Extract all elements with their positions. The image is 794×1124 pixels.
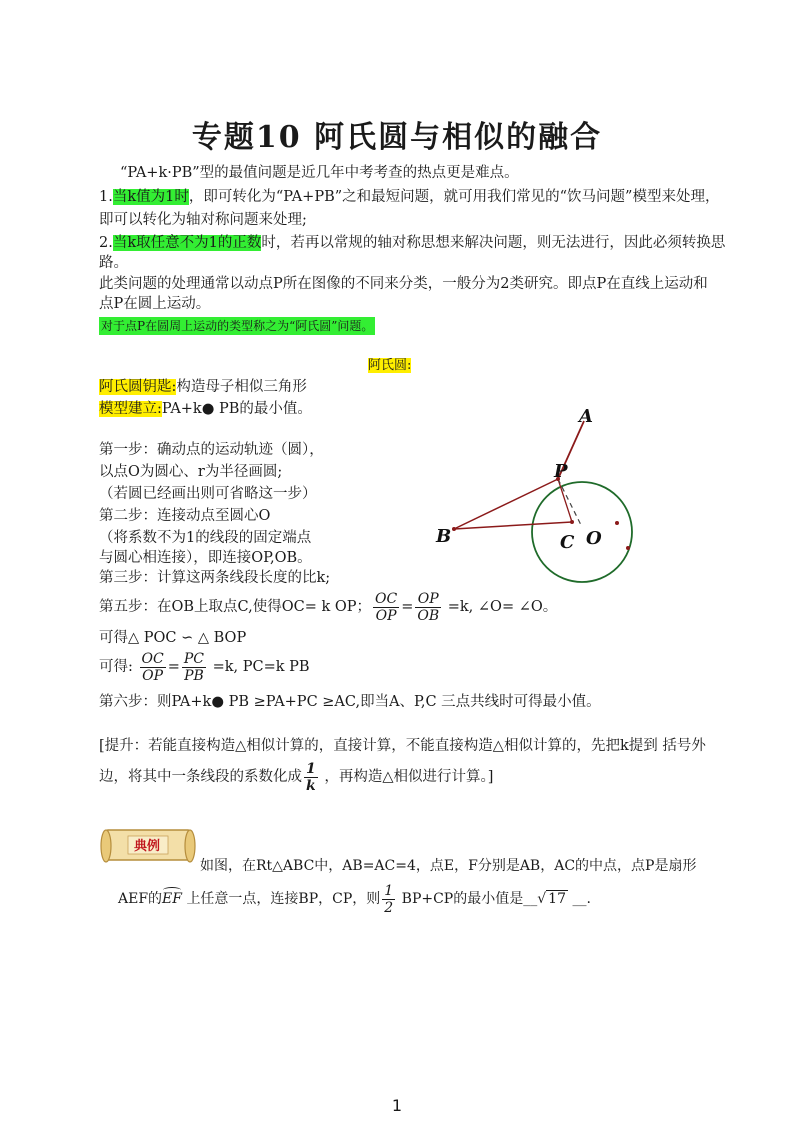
- item2-highlight: 当k取任意不为1的正数: [112, 235, 262, 251]
- item1-highlight: 当k值为1时: [112, 189, 189, 205]
- fraction-oc-op-2: $\frac{OC}{OP}$: [141, 650, 164, 684]
- tip-line-1: [提升：若能直接构造△相似计算的，直接计算，不能直接构造△相似计算的，先把k提到 括号外: [99, 738, 706, 754]
- answer-blank-pre: __: [523, 891, 538, 907]
- example-text-b: 上任意一点，连接BP，CP，则: [186, 891, 381, 907]
- fraction-pc-pb: $\frac{PC}{PB}$: [183, 650, 204, 684]
- example-line-2: [118, 880, 591, 918]
- intro-item-1-cont: 即可以转化为轴对称问题来处理;: [99, 212, 307, 228]
- apollonius-highlight: 对于点P在圆周上运动的类型称之为“阿氏圆”问题。: [101, 319, 374, 333]
- tip-text-end: ，再构造△相似进行计算。]: [324, 769, 494, 785]
- example-line-1: 如图，在Rt△ABC中，AB=AC=4，点E，F分别是AB，AC的中点，点P是扇形: [200, 858, 697, 874]
- similarity-line: 可得△ POC ∽ △ BOP: [99, 630, 247, 646]
- point-on-circle: [626, 546, 630, 550]
- item1-number: 1.: [99, 189, 113, 205]
- intro-paragraph-3: 此类问题的处理通常以动点P所在图像的不同来分类，一般分为2类研究。即点P在直线上运动和: [99, 276, 708, 292]
- step-5-end: =k, ∠O= ∠O。: [447, 599, 558, 615]
- key-line: [99, 377, 307, 397]
- intro-paragraph: “PA+k·PB”型的最值问题是近几年中考考查的热点更是难点。: [120, 165, 519, 181]
- apollonius-diagram: [420, 395, 650, 595]
- key-text: 构造母子相似三角形: [176, 379, 307, 395]
- ratio-line: 可得: $\frac{OC}{OP}$ = $\frac{PC}{PB}$ =k, PC=k PB: [99, 650, 310, 684]
- point-o: [615, 521, 619, 525]
- fraction-op-ob: $\frac{OP}{OB}$: [417, 590, 440, 624]
- label-a: A: [579, 406, 593, 427]
- page-title: 专题10 阿氏圆与相似的融合: [191, 120, 603, 155]
- intro-paragraph-4: [99, 316, 375, 336]
- intro-item-2-cont: 路。: [99, 255, 128, 271]
- step-6: 第六步：则PA+k● PB ≥PA+PC ≥AC,即当A、P,C 三点共线时可得最小值。: [99, 694, 601, 710]
- model-line: [99, 399, 312, 419]
- segment-bc: [454, 522, 572, 529]
- section-heading-text: 阿氏圆:: [368, 358, 412, 373]
- ratio-end: =k, PC=k PB: [212, 659, 310, 675]
- page-number: 1: [391, 1096, 403, 1115]
- item2-text: 时，若再以常规的轴对称思想来解决问题，则无法进行，因此必须转换思: [261, 235, 726, 251]
- label-o: O: [586, 528, 602, 549]
- step-2: 第二步：连接动点至圆心O: [99, 508, 271, 524]
- label-p: P: [554, 461, 568, 482]
- step-1-b: 以点O为圆心、r为半径画圆;: [99, 464, 283, 480]
- fraction-oc-op: $\frac{OC}{OP}$: [375, 590, 398, 624]
- circle-o: [532, 482, 632, 582]
- step-5-text: 第五步：在OB上取点C,使得OC= k OP；: [99, 599, 372, 615]
- segment-pb: [454, 479, 558, 529]
- step-3: 第三步：计算这两条线段长度的比k;: [99, 570, 331, 586]
- ratio-prefix: 可得:: [99, 659, 133, 675]
- item2-number: 2.: [99, 235, 113, 251]
- example-text-c: BP+CP的最小值是: [401, 891, 524, 907]
- label-b: B: [436, 526, 452, 547]
- fraction-1-2: $\frac{1}{2}$: [384, 882, 394, 916]
- point-b: [452, 527, 456, 531]
- step-2-c: 与圆心相连接），即连接OP,OB。: [99, 550, 312, 566]
- fraction-1-k: $\frac{1}{k}$: [306, 760, 316, 794]
- tip-text: 边，将其中一条线段的系数化成: [99, 769, 302, 785]
- answer-sqrt: √ 17: [537, 891, 566, 907]
- arc-ef: EF: [162, 891, 182, 907]
- key-label: 阿氏圆钥匙:: [99, 379, 177, 395]
- model-label: 模型建立:: [99, 401, 162, 417]
- example-badge-label: 典例: [134, 839, 161, 854]
- step-5: 第五步：在OB上取点C,使得OC= k OP； $\frac{OC}{OP}$ = $\frac{OP}{OB}$ =k, ∠O= ∠O。: [99, 590, 558, 624]
- model-text: PA+k● PB的最小值。: [161, 401, 312, 417]
- intro-item-2: [99, 233, 725, 253]
- intro-paragraph-3-cont: 点P在圆上运动。: [99, 296, 211, 312]
- intro-item-1: [99, 187, 719, 207]
- step-1: 第一步：确动点的运动轨迹（圆），: [99, 442, 324, 458]
- step-1-c: （若圆已经画出则可省略这一步）: [99, 486, 317, 502]
- example-text-a: AEF的: [118, 891, 163, 907]
- label-c: C: [560, 532, 575, 553]
- section-heading: [368, 356, 411, 376]
- tip-line-2: [99, 758, 493, 796]
- point-c: [570, 520, 574, 524]
- answer-blank-post: __.: [572, 891, 591, 907]
- item1-text: ，即可转化为“PA+PB”之和最短问题，就可用我们常见的“饮马问题”模型来处理，: [188, 189, 720, 205]
- step-2-b: （将系数不为1的线段的固定端点: [99, 530, 312, 546]
